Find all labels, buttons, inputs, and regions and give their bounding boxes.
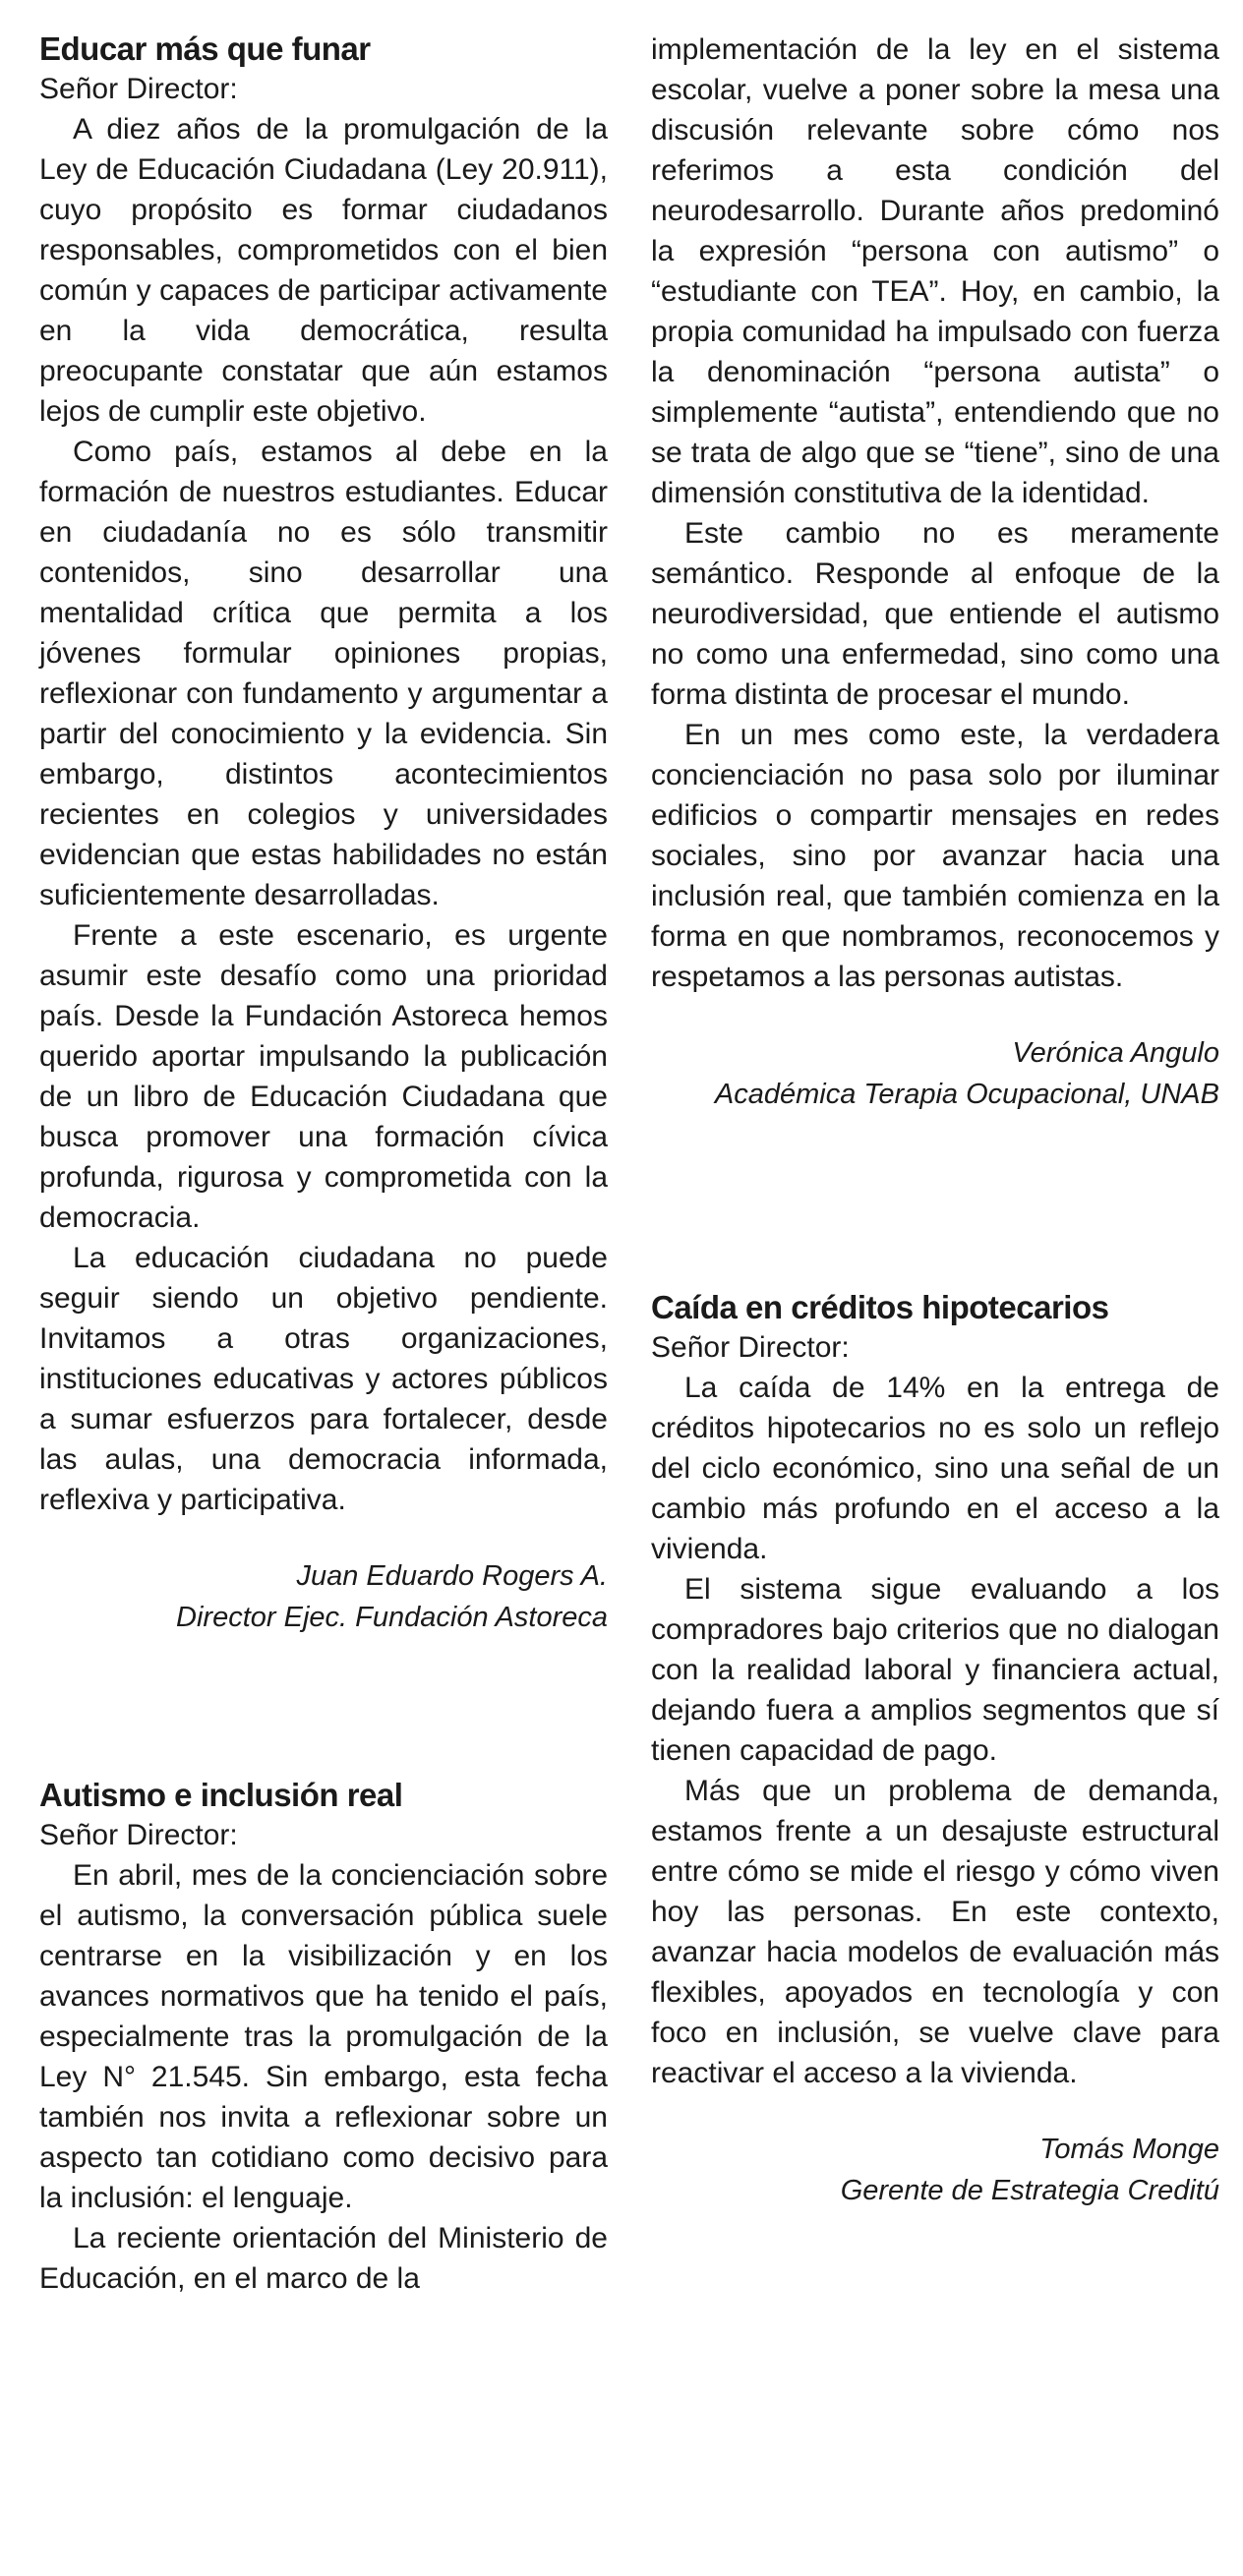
letter-body xyxy=(39,1855,608,2299)
letter-title: Caída en créditos hipotecarios xyxy=(651,1289,1109,1325)
letter-body xyxy=(39,109,608,1520)
paragraph: Como país, estamos al debe en la formación de nuestros estudiantes. Educar en ciudadanía no es sólo transmitir contenidos, sino desarrollar una mentalidad crítica que permita a los jóvenes formular opiniones propias, reflexionar con fundamento y argumentar a partir del conocimiento y la evidencia. Sin embargo, distintos acontecimientos recientes en colegios y universidades evidencian que estas habilidades no están suficientemente desarrolladas. xyxy=(39,436,608,911)
signature-role: Director Ejec. Fundación Astoreca xyxy=(176,1602,608,1633)
left-column xyxy=(39,29,608,2299)
salutation: Señor Director: xyxy=(39,73,238,105)
signature-name: Juan Eduardo Rogers A. xyxy=(296,1560,608,1592)
paragraph: La educación ciudadana no puede seguir siendo un objetivo pendiente. Invitamos a otras organizaciones, instituciones educativas y actores públicos a sumar esfuerzos para fortalecer, desde las aulas, una democracia informada, reflexiva y participativa. xyxy=(39,1242,608,1516)
letter-creditos xyxy=(651,1288,1219,2211)
signature xyxy=(39,1555,608,1638)
letter-educar xyxy=(39,29,608,1638)
paragraph: Frente a este escenario, es urgente asumir este desafío como una prioridad país. Desde la Fundación Astoreca hemos querido aportar impulsando la publicación de un libro de Educación Ciudadana que busca promover una formación cívica profunda, rigurosa y comprometida con la democracia. xyxy=(39,919,608,1234)
letter-body xyxy=(651,29,1219,997)
paragraph: La caída de 14% en la entrega de créditos hipotecarios no es solo un reflejo del ciclo económico, sino una señal de un cambio más profundo en el acceso a la vivienda. xyxy=(651,1372,1219,1565)
letter-title: Autismo e inclusión real xyxy=(39,1777,403,1813)
paragraph: implementación de la ley en el sistema escolar, vuelve a poner sobre la mesa una discusión relevante sobre cómo nos referimos a esta condición del neurodesarrollo. Durante años predominó la expresión “persona con autismo” o “estudiante con TEA”. Hoy, en cambio, la propia comunidad ha impulsado con fuerza la denominación “persona autista” o simplemente “autista”, entendiendo que no se trata de algo que se “tiene”, sino de una dimensión constitutiva de la identidad. xyxy=(651,33,1219,509)
signature-role: Académica Terapia Ocupacional, UNAB xyxy=(714,1079,1219,1110)
letter-autismo xyxy=(39,1776,608,2299)
right-column xyxy=(651,29,1219,2211)
paragraph: El sistema sigue evaluando a los compradores bajo criterios que no dialogan con la realidad laboral y financiera actual, dejando fuera a amplios segmentos que sí tienen capacidad de pago. xyxy=(651,1573,1219,1767)
signature-name: Tomás Monge xyxy=(1039,2134,1219,2165)
letter-body xyxy=(651,1368,1219,2093)
paragraph: En abril, mes de la concienciación sobre el autismo, la conversación pública suele centrarse en la visibilización y en los avances normativos que ha tenido el país, especialmente tras la promulgación de la Ley N° 21.545. Sin embargo, esta fecha también nos invita a reflexionar sobre un aspecto tan cotidiano como decisivo para la inclusión: el lenguaje. xyxy=(39,1859,608,2214)
paragraph: Este cambio no es meramente semántico. Responde al enfoque de la neurodiversidad, que entiende el autismo no como una enfermedad, sino como una forma distinta de procesar el mundo. xyxy=(651,517,1219,711)
salutation: Señor Director: xyxy=(39,1819,238,1851)
signature xyxy=(651,1032,1219,1115)
paragraph: En un mes como este, la verdadera concienciación no pasa solo por iluminar edificios o compartir mensajes en redes sociales, sino por avanzar hacia una inclusión real, que también comienza en la forma en que nombramos, reconocemos y respetamos a las personas autistas. xyxy=(651,719,1219,993)
paragraph: La reciente orientación del Ministerio de Educación, en el marco de la xyxy=(39,2222,608,2295)
paragraph: Más que un problema de demanda, estamos frente a un desajuste estructural entre cómo se mide el riesgo y cómo viven hoy las personas. En este contexto, avanzar hacia modelos de evaluación más flexibles, apoyados en tecnología y con foco en inclusión, se vuelve clave para reactivar el acceso a la vivienda. xyxy=(651,1775,1219,2089)
signature-role: Gerente de Estrategia Creditú xyxy=(840,2175,1219,2206)
letter-autismo-continued xyxy=(651,29,1219,1115)
paragraph: A diez años de la promulgación de la Ley de Educación Ciudadana (Ley 20.911), cuyo propósito es formar ciudadanos responsables, comprometidos con el bien común y capaces de participar activamente en la vida democrática, resulta preocupante constatar que aún estamos lejos de cumplir este objetivo. xyxy=(39,113,608,428)
signature-name: Verónica Angulo xyxy=(1012,1037,1219,1069)
salutation: Señor Director: xyxy=(651,1331,850,1364)
signature xyxy=(651,2129,1219,2211)
letter-title: Educar más que funar xyxy=(39,30,371,67)
